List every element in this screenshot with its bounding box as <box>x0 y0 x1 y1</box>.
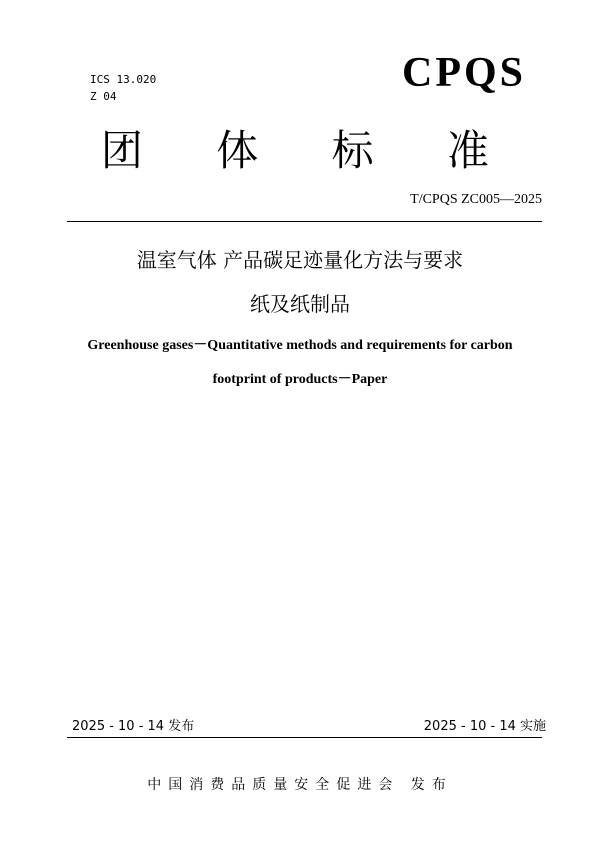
standard-type <box>0 126 600 175</box>
standard-type-char: 团 <box>100 126 153 175</box>
issuer: 中国消费品质量安全促进会 发布 <box>147 777 453 793</box>
organization-logo: CPQS <box>402 50 527 96</box>
header-divider <box>67 221 542 222</box>
implement-date: 2025 - 10 - 14 实施 <box>423 719 546 734</box>
title-en-line-2: footprint of products－Paper <box>212 372 388 387</box>
title-en-line-1: Greenhouse gases－Quantitative methods and requirements for carbon <box>87 338 513 353</box>
ccs-code: Z 04 <box>90 90 117 103</box>
footer-divider <box>67 737 542 738</box>
standard-type-char: 准 <box>447 126 500 175</box>
standard-number: T/CPQS ZC005—2025 <box>410 192 542 207</box>
publish-date: 2025 - 10 - 14 发布 <box>72 719 195 734</box>
standard-type-char: 体 <box>216 126 269 175</box>
title-cn-line-2: 纸及纸制品 <box>250 292 350 316</box>
ics-code: ICS 13.020 <box>90 73 157 86</box>
title-cn-line-1: 温室气体 产品碳足迹量化方法与要求 <box>136 248 464 272</box>
standard-type-char: 标 <box>331 126 384 175</box>
